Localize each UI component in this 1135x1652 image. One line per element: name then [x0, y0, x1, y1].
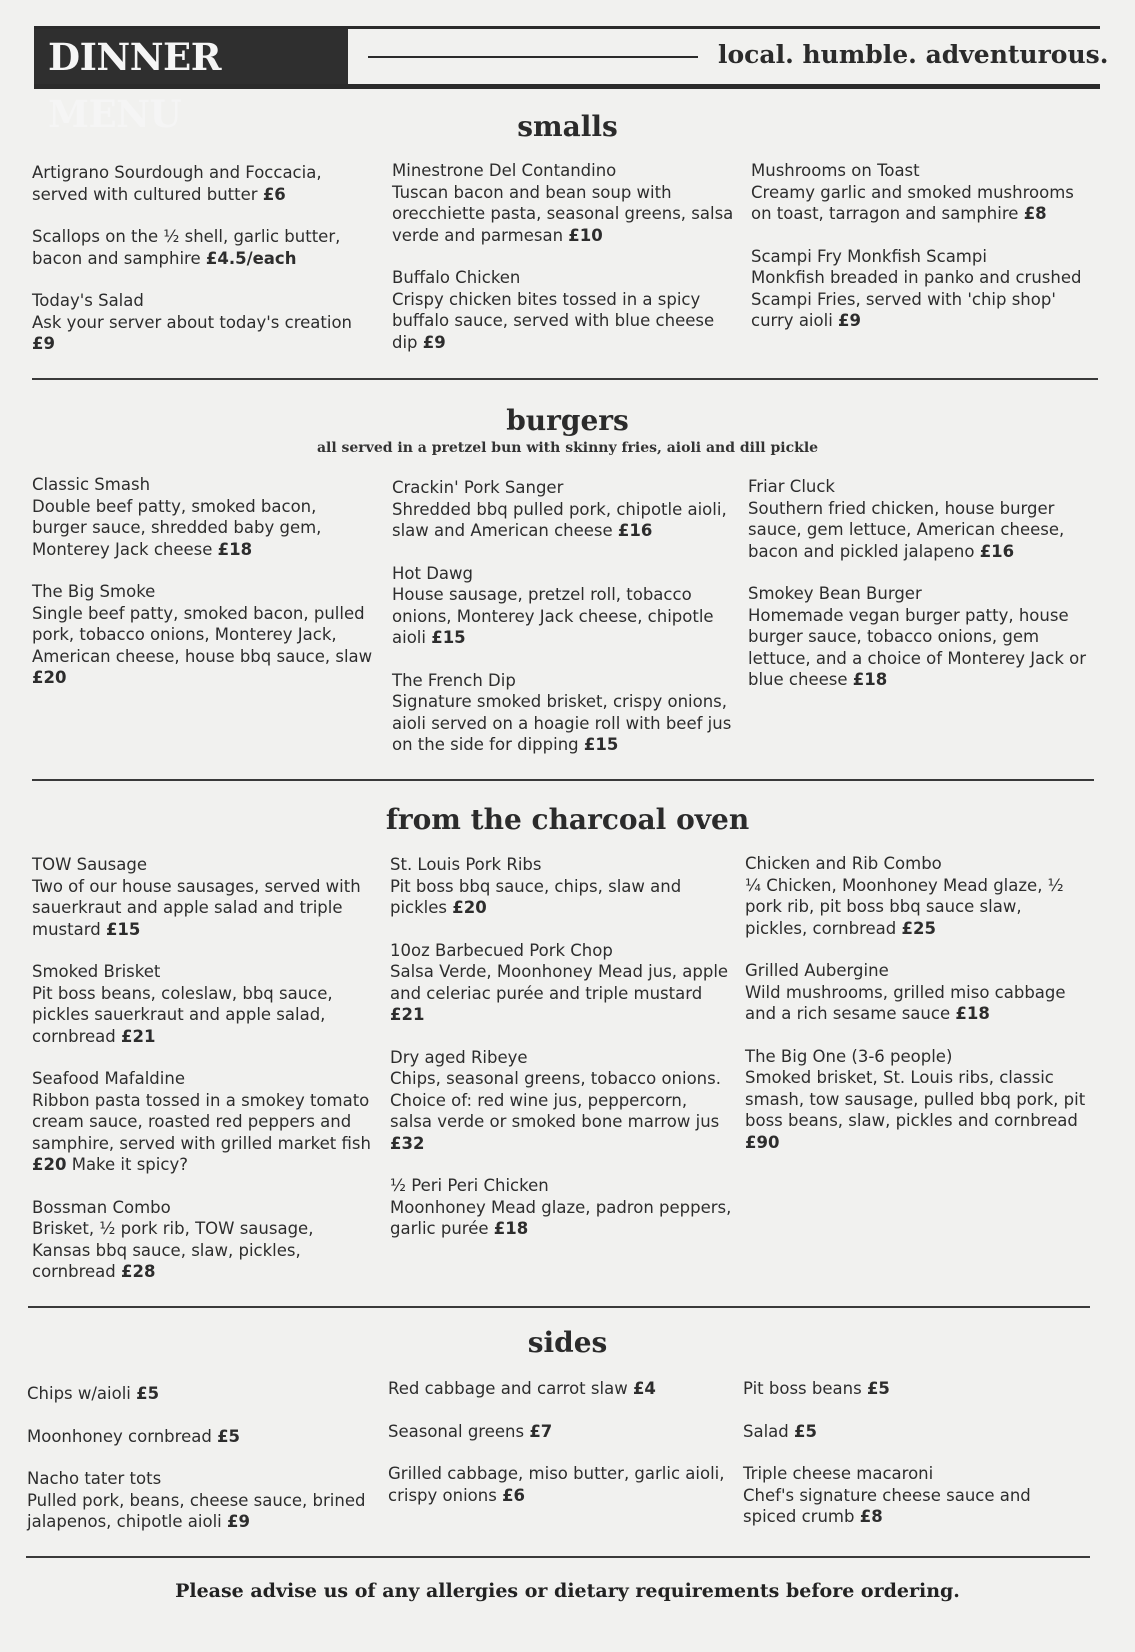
smalls-column-1: [32, 162, 374, 376]
menu-item: [745, 960, 1087, 1025]
menu-item-price: £25: [901, 918, 936, 938]
section-divider: [32, 779, 1094, 781]
menu-item-description: ¼ Chicken, Moonhoney Mead glaze, ½ pork rib, pit boss bbq sauce slaw, pickles, cornbread: [745, 875, 1064, 938]
menu-item: [748, 583, 1090, 691]
menu-item-description: Moonhoney Mead glaze, padron peppers, garlic purée: [390, 1197, 732, 1238]
menu-item-price: £20: [452, 898, 487, 917]
menu-item: [392, 477, 734, 542]
section-divider: [26, 1556, 1090, 1558]
charcoal-column-1: [32, 854, 374, 1304]
section-title-charcoal: from the charcoal oven: [385, 803, 750, 836]
menu-item-description: Chef's signature cheese sauce and spiced crumb: [743, 1485, 1031, 1526]
allergy-notice: Please advise us of any allergies or dietary requirements before ordering.: [175, 1580, 960, 1602]
menu-item: [392, 267, 734, 353]
sides-column-1: [27, 1383, 369, 1554]
menu-item-name: The Big One (3-6 people): [745, 1046, 953, 1066]
menu-item: [32, 162, 374, 205]
menu-item-price: £18: [955, 1004, 990, 1023]
menu-item-price: £7: [529, 1421, 553, 1441]
menu-item-description: Monkfish breaded in panko and crushed Scampi Fries, served with 'chip shop' curry aioli: [751, 268, 1082, 330]
menu-item-price: £8: [859, 1507, 883, 1526]
menu-item-description: Brisket, ½ pork rib, TOW sausage, Kansas bbq sauce, slaw, pickles, cornbread: [32, 1219, 314, 1281]
menu-item-price: £9: [422, 332, 446, 352]
menu-item: [392, 563, 734, 649]
menu-item-name: St. Louis Pork Ribs: [390, 855, 542, 874]
menu-item-description: Wild mushrooms, grilled miso cabbage and a rich sesame sauce: [745, 982, 1066, 1023]
menu-item-price: £4: [632, 1379, 656, 1398]
menu-item: [748, 476, 1090, 562]
menu-item: [743, 1421, 1085, 1443]
menu-item-price: £18: [493, 1219, 529, 1238]
menu-item-name: Triple cheese macaroni: [743, 1464, 934, 1483]
menu-item-description: Chips w/aioli: [27, 1384, 131, 1403]
menu-item-price: £5: [217, 1426, 241, 1446]
smalls-column-3: [751, 160, 1093, 353]
menu-item-name: Minestrone Del Contandino: [392, 161, 617, 180]
menu-item: [751, 160, 1093, 225]
menu-item-name: Hot Dawg: [392, 563, 474, 583]
menu-item-name: Nacho tater tots: [27, 1469, 162, 1488]
menu-item-description: Signature smoked brisket, crispy onions, aioli served on a hoagie roll with beef jus on the side for dipping: [392, 692, 732, 754]
menu-item-price: £8: [1023, 204, 1047, 223]
menu-item-description: Red cabbage and carrot slaw: [388, 1379, 628, 1398]
menu-item: [32, 1197, 374, 1283]
menu-item-description: Scallops on the ½ shell, garlic butter, bacon and samphire: [32, 227, 341, 268]
menu-item-name: Chicken and Rib Combo: [745, 854, 942, 873]
smalls-column-2: [392, 160, 734, 374]
menu-item-price: £15: [105, 919, 141, 939]
menu-item-description: Two of our house sausages, served with sauerkraut and apple salad and triple mustard: [32, 876, 361, 939]
menu-item-name: Dry aged Ribeye: [390, 1047, 528, 1067]
menu-item-name: Grilled Aubergine: [745, 961, 889, 980]
menu-item-price: £16: [979, 541, 1015, 561]
sides-column-3: [743, 1378, 1085, 1549]
menu-item-note: Make it spicy?: [71, 1155, 188, 1174]
menu-item: [751, 246, 1093, 332]
menu-item-description: Shredded bbq pulled pork, chipotle aioli, slaw and American cheese: [392, 499, 727, 540]
tagline: local. humble. adventurous.: [718, 40, 1109, 69]
menu-item-description: Smoked brisket, St. Louis ribs, classic smash, tow sausage, pulled bbq pork, pit boss beans, slaw, pickles and cornbread: [745, 1068, 1086, 1130]
menu-item-description: Pit boss bbq sauce, chips, slaw and pickles: [390, 876, 682, 917]
menu-item-name: 10oz Barbecued Pork Chop: [390, 940, 613, 960]
menu-item-description: Single beef patty, smoked bacon, pulled pork, tobacco onions, Monterey Jack, American cheese, house bbq sauce, slaw: [32, 603, 373, 666]
burgers-column-2: [392, 477, 734, 777]
menu-item-price: £18: [852, 670, 888, 689]
menu-item-price: £5: [136, 1384, 160, 1403]
menu-item-description: Tuscan bacon and bean soup with orecchiette pasta, seasonal greens, salsa verde and parmesan: [392, 182, 734, 245]
menu-item-price: £5: [794, 1421, 817, 1441]
menu-item: [743, 1463, 1085, 1528]
menu-item: [32, 226, 374, 269]
menu-item-name: ½ Peri Peri Chicken: [390, 1176, 549, 1195]
menu-item: [27, 1426, 369, 1448]
menu-item-name: TOW Sausage: [32, 855, 148, 874]
menu-item: [27, 1383, 369, 1405]
menu-item-price: £16: [617, 521, 653, 540]
menu-item: [743, 1378, 1085, 1400]
menu-item: [32, 474, 374, 560]
menu-item-description: Creamy garlic and smoked mushrooms on toast, tarragon and samphire: [751, 182, 1074, 223]
header-bottom-rule: [34, 84, 1100, 89]
menu-item: [388, 1463, 730, 1506]
menu-item-name: Today's Salad: [32, 291, 144, 310]
menu-item-description: Seasonal greens: [388, 1421, 525, 1441]
burgers-subtitle: all served in a pretzel bun with skinny fries, aioli and dill pickle: [316, 440, 819, 456]
menu-item-price: £21: [121, 1026, 156, 1046]
menu-item-description: Moonhoney cornbread: [27, 1426, 212, 1446]
menu-item-price: £90: [745, 1132, 780, 1152]
menu-item-price: £18: [217, 539, 253, 559]
burgers-column-1: [32, 474, 374, 710]
menu-item-description: Homemade vegan burger patty, house burger sauce, tobacco onions, gem lettuce, and a choice of Monterey Jack or blue cheese: [748, 605, 1087, 689]
burgers-column-3: [748, 476, 1090, 712]
charcoal-column-2: [390, 854, 732, 1261]
charcoal-column-3: [745, 853, 1087, 1174]
menu-item-price: £9: [838, 311, 861, 330]
menu-item-price: £20: [32, 1155, 67, 1174]
menu-item-name: Buffalo Chicken: [392, 268, 521, 287]
menu-item-description: Pit boss beans: [743, 1379, 862, 1398]
menu-item-description: Ribbon pasta tossed in a smokey tomato cream sauce, roasted red peppers and samphire, served with grilled market fish: [32, 1090, 371, 1153]
menu-title: DINNER MENU: [34, 29, 348, 86]
menu-item-price: £20: [32, 668, 67, 687]
menu-item: [390, 1175, 732, 1240]
menu-item: [392, 670, 734, 756]
menu-item: [390, 854, 732, 919]
menu-item-price: £9: [32, 334, 55, 353]
menu-item-name: Seafood Mafaldine: [32, 1069, 185, 1088]
menu-item-price: £28: [121, 1262, 156, 1281]
menu-item: [388, 1378, 730, 1400]
menu-item: [390, 940, 732, 1026]
menu-item-name: Friar Cluck: [748, 477, 835, 496]
menu-item-description: Grilled cabbage, miso butter, garlic aioli, crispy onions: [388, 1464, 725, 1505]
menu-item-name: Scampi Fry Monkfish Scampi: [751, 246, 987, 266]
menu-item-price: £4.5/each: [205, 248, 297, 268]
menu-item-price: £32: [390, 1133, 425, 1153]
menu-item: [390, 1047, 732, 1155]
section-title-burgers: burgers: [506, 404, 629, 437]
menu-item-description: Southern fried chicken, house burger sauce, gem lettuce, American cheese, bacon and pickled jalapeno: [748, 498, 1065, 561]
menu-item: [32, 290, 374, 355]
menu-item-name: Smoked Brisket: [32, 962, 161, 981]
menu-item-description: Pulled pork, beans, cheese sauce, brined jalapenos, chipotle aioli: [27, 1490, 366, 1531]
menu-item-name: Mushrooms on Toast: [751, 161, 920, 180]
menu-item-name: Bossman Combo: [32, 1197, 171, 1217]
header-divider-line: [368, 56, 698, 58]
menu-item-description: Salsa Verde, Moonhoney Mead jus, apple and celeriac purée and triple mustard: [390, 962, 729, 1003]
menu-item-price: £9: [227, 1512, 250, 1531]
menu-item-price: £15: [583, 735, 619, 754]
menu-item: [32, 1068, 374, 1176]
menu-item: [32, 961, 374, 1047]
menu-item-price: £10: [568, 225, 603, 245]
menu-item-description: Ask your server about today's creation: [32, 312, 353, 332]
menu-item-description: Crispy chicken bites tossed in a spicy buffalo sauce, served with blue cheese dip: [392, 289, 715, 352]
menu-item-description: House sausage, pretzel roll, tobacco onions, Monterey Jack cheese, chipotle aioli: [392, 585, 714, 647]
menu-item-name: The Big Smoke: [32, 582, 156, 601]
menu-item-name: The French Dip: [392, 670, 516, 690]
sides-column-2: [388, 1378, 730, 1527]
menu-item-name: Crackin' Pork Sanger: [392, 478, 564, 497]
menu-item-description: Double beef patty, smoked bacon, burger sauce, shredded baby gem, Monterey Jack cheese: [32, 496, 322, 559]
menu-item-description: Pit boss beans, coleslaw, bbq sauce, pickles sauerkraut and apple salad, cornbread: [32, 983, 333, 1046]
menu-item: [392, 160, 734, 246]
menu-item-description: Salad: [743, 1421, 789, 1441]
menu-item: [388, 1421, 730, 1443]
menu-item: [27, 1468, 369, 1533]
menu-item-price: £6: [262, 184, 286, 204]
menu-item: [745, 1046, 1087, 1154]
section-title-smalls: smalls: [517, 110, 618, 143]
menu-item-description: Chips, seasonal greens, tobacco onions. Choice of: red wine jus, peppercorn, salsa verde or smoked bone marrow jus: [390, 1069, 721, 1131]
menu-item: [745, 853, 1087, 939]
section-divider: [28, 1306, 1090, 1308]
section-divider: [32, 378, 1098, 380]
menu-item-name: Classic Smash: [32, 475, 151, 494]
menu-item-price: £15: [431, 628, 466, 647]
section-title-sides: sides: [527, 1326, 608, 1359]
menu-item-price: £21: [390, 1005, 425, 1024]
menu-item-name: Smokey Bean Burger: [748, 584, 922, 603]
menu-item: [32, 581, 374, 689]
menu-item: [32, 854, 374, 940]
menu-item-description: Artigrano Sourdough and Foccacia, served with cultured butter: [32, 163, 322, 204]
menu-item-price: £6: [502, 1485, 526, 1505]
menu-item-price: £5: [866, 1379, 890, 1398]
